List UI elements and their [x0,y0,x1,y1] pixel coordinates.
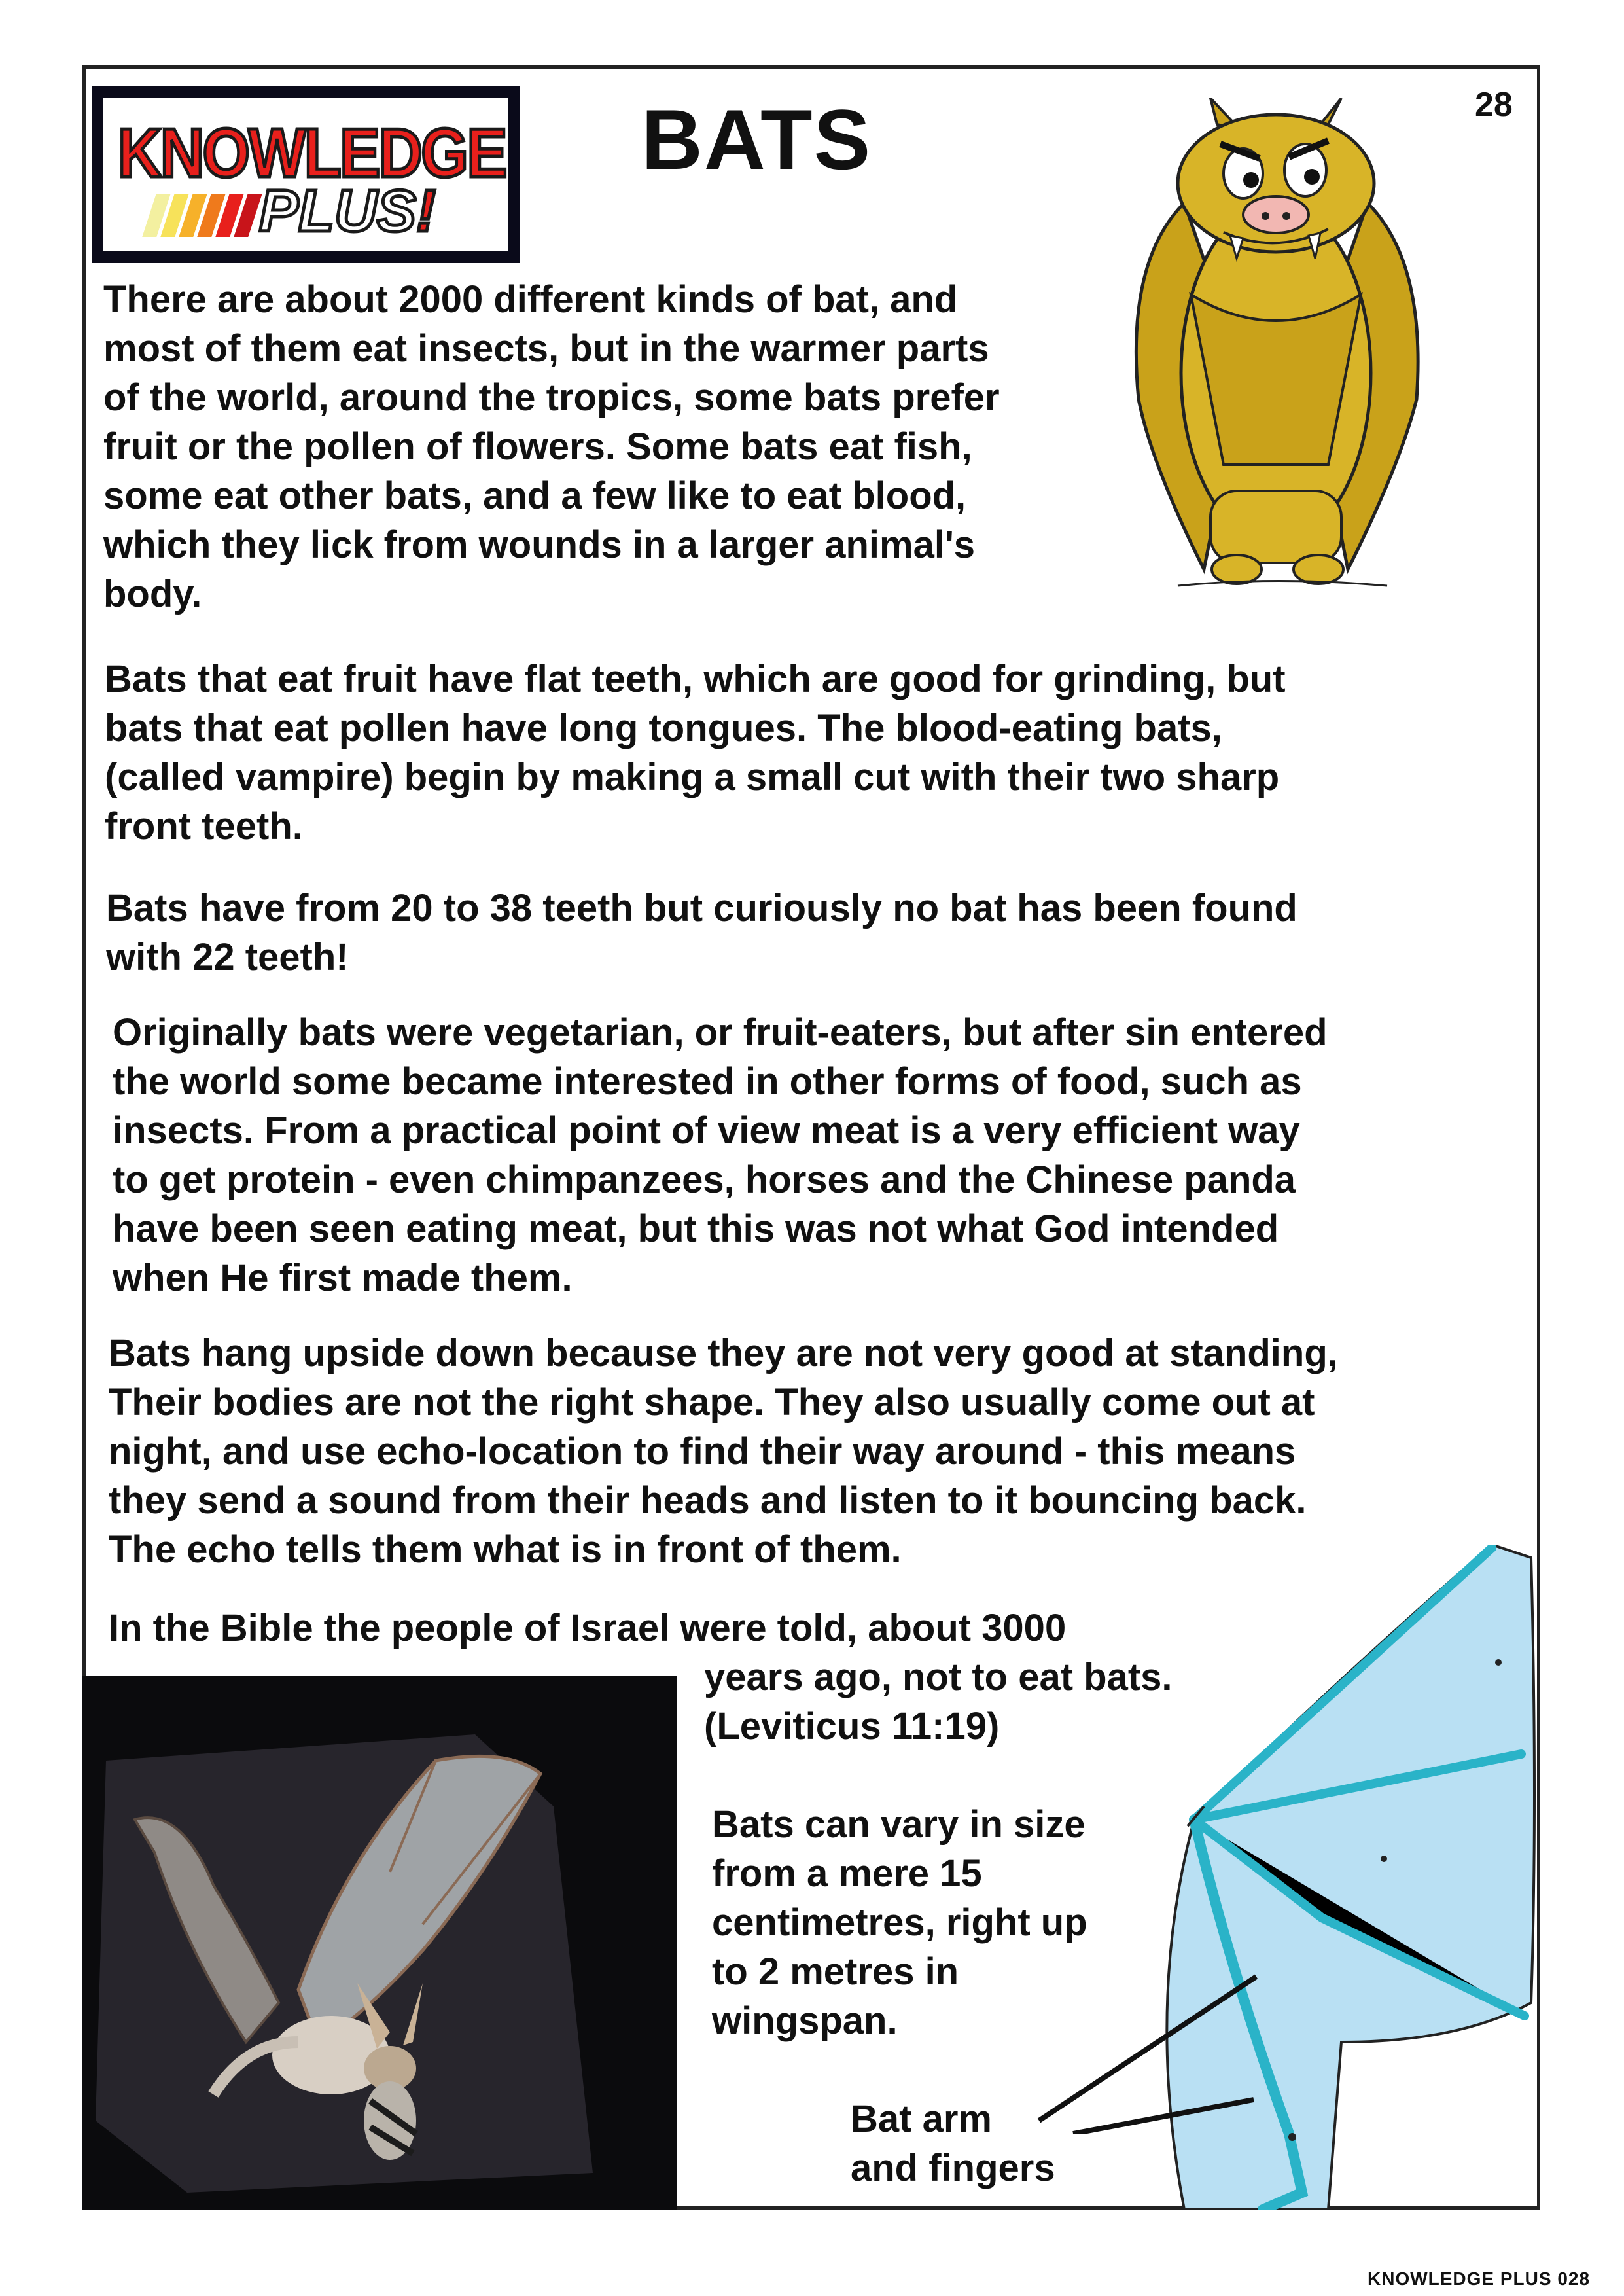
flying-bat-photo [82,1676,677,2210]
label-bat-arm-fingers: Bat arm and fingers [851,2098,1055,2189]
paragraph-teeth-tongues: Bats that eat fruit have flat teeth, which are good for grinding, but bats that eat pollen have long tongues. The blood-eating bats, (called vampire) begin by making a small cut with their two sharp front teeth. [105,658,1286,848]
paragraph-teeth-count: Bats have from 20 to 38 teeth but curiously no bat has been found with 22 teeth! [106,887,1297,978]
logo-text-plus [259,178,436,245]
logo-text-knowledge: KNOWLEDGE [118,115,506,192]
page-footer: KNOWLEDGE PLUS 028 [1368,2269,1591,2289]
paragraph-wingspan: Bats can vary in size from a mere 15 centimetres, right up to 2 metres in wingspan. [712,1803,1087,2042]
label-pointer-lines [1034,1767,1296,2134]
paragraph-intro: There are about 2000 different kinds of bat, and most of them eat insects, but in the warmer parts of the world, around the tropics, some bats prefer fruit or the pollen of flowers. Some bats eat fish, some eat other bats, and a few like to eat blood, which they lick from wounds in a larger animal's body. [103,278,1000,615]
cartoon-bat-illustration [1112,98,1439,622]
page-title: BATS [641,92,872,187]
logo-exclamation: ! [416,179,436,244]
paragraph-bible-line1: In the Bible the people of Israel were told, about 3000 [109,1607,1067,1649]
logo-stripes [149,194,259,237]
page-number: 28 [1475,86,1513,124]
knowledge-plus-logo [92,86,520,263]
paragraph-echo-location: Bats hang upside down because they are not very good at standing, Their bodies are not the right shape. They also usually come out at night, and use echo-location to find their way around - this means they send a sound from their heads and listen to it bouncing back. The echo tells them what is in front of them. [109,1332,1338,1571]
logo-plus-word: PLUS [259,179,417,244]
paragraph-diet-origin: Originally bats were vegetarian, or fruit-eaters, but after sin entered the world some became interested in other forms of food, such as insects. From a practical point of view meat is a very efficient way to get protein - even chimpanzees, horses and the Chinese panda have been seen eating meat, but this was not what God intended when He first made them. [113,1011,1328,1299]
paragraph-bible-line2: years ago, not to eat bats. (Leviticus 11:19) [704,1656,1173,1748]
